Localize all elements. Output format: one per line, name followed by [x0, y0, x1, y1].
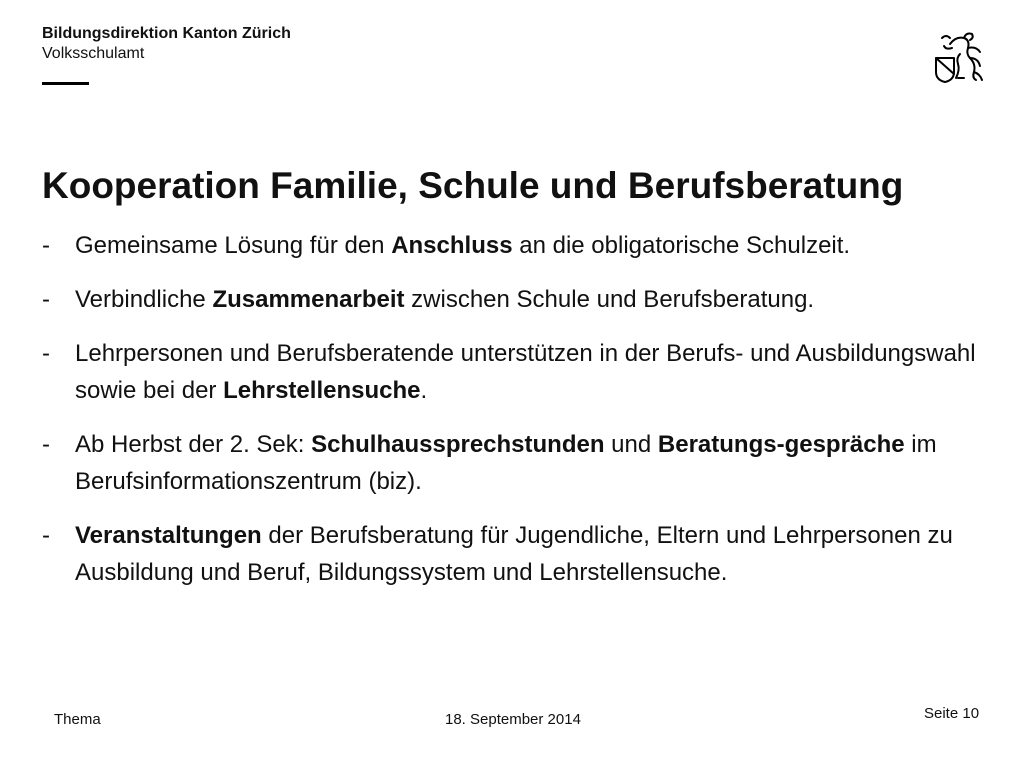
bullet-text: . — [420, 377, 428, 404]
footer-page-number: Seite 10 — [924, 705, 980, 722]
bullet-item — [42, 517, 1002, 591]
bullet-emphasis: Anschluss — [391, 232, 513, 259]
header-rule — [42, 82, 89, 85]
bullet-item — [42, 335, 1002, 409]
bullet-item — [42, 426, 1002, 500]
bullet-text: im Berufsinformationszentrum (biz). — [75, 431, 937, 495]
bullet-text: und — [604, 431, 658, 458]
bullet-text: Ab Herbst der 2. Sek: — [75, 431, 312, 458]
bullet-emphasis: Schulhaussprechstunden — [311, 431, 605, 458]
department-name: Volksschulamt — [42, 45, 145, 62]
bullet-marker: - — [42, 431, 50, 458]
bullet-marker: - — [42, 232, 50, 259]
bullet-text: an die obligatorische Schulzeit. — [512, 232, 851, 259]
bullet-emphasis: Lehrstellensuche — [223, 377, 421, 404]
bullet-marker: - — [42, 522, 50, 549]
bullet-emphasis: Veranstaltungen — [75, 522, 262, 549]
bullet-text: zwischen Schule und Berufsberatung. — [404, 286, 815, 313]
bullet-emphasis: Zusammenarbeit — [212, 286, 405, 313]
bullet-marker: - — [42, 286, 50, 313]
bullet-text: der Berufsberatung für Jugendliche, Eltern und Lehrpersonen zu Ausbildung und Beruf, Bildungssystem und Lehrstellensuche. — [75, 522, 953, 586]
organization-header — [42, 24, 291, 64]
bullet-item — [42, 227, 1002, 264]
slide-title: Kooperation Familie, Schule und Berufsberatung — [42, 165, 904, 206]
bullet-text: Lehrpersonen und Berufsberatende unterstützen in der Berufs- und Ausbildungswahl sowie bei der — [75, 340, 976, 404]
bullet-item — [42, 281, 1002, 318]
bullet-emphasis: Beratungs-gespräche — [657, 431, 905, 458]
organization-name: Bildungsdirektion Kanton Zürich — [42, 25, 291, 42]
zurich-lion-coat-of-arms-icon — [930, 28, 986, 84]
footer-topic: Thema — [54, 711, 101, 728]
bullet-list — [42, 227, 1002, 608]
bullet-text: Verbindliche — [75, 286, 213, 313]
bullet-text: Gemeinsame Lösung für den — [75, 232, 392, 259]
bullet-marker: - — [42, 340, 50, 367]
footer-date: 18. September 2014 — [445, 711, 581, 728]
